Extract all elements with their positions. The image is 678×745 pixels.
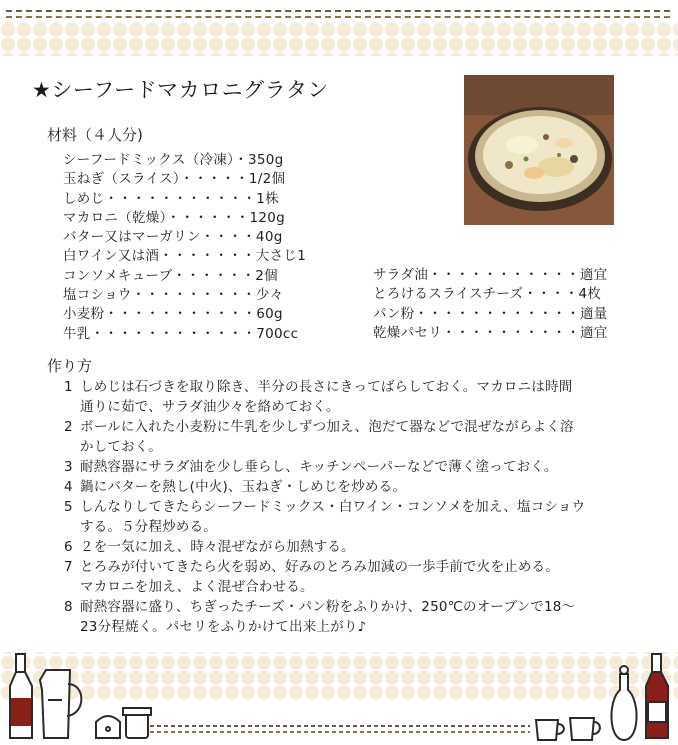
ingredients-list-left: [63, 148, 306, 341]
ingredient-item: コンソメキューブ・・・・・・2個: [63, 267, 278, 284]
step-text-line: 鍋にバターを熱し(中火)、玉ねぎ・しめじを炒める。: [80, 479, 407, 495]
stitch-line-1: [6, 10, 670, 12]
bottom-kitchen-illustration: [0, 640, 678, 745]
step-number: 1: [64, 379, 73, 395]
step-item: [64, 377, 639, 417]
sugar-jar-icon: [123, 708, 151, 738]
step-text-line: かしておく。: [80, 439, 162, 455]
step-item: [64, 557, 639, 597]
ingredient-item: とろけるスライスチーズ・・・・4枚: [373, 286, 602, 303]
salt-jar-icon: [96, 716, 120, 738]
ingredient-item: パン粉・・・・・・・・・・・・適量: [373, 305, 608, 322]
ingredients-heading: 材料（４人分): [47, 126, 143, 144]
step-item: [64, 497, 639, 537]
step-number: 2: [64, 419, 73, 435]
ingredient-item: サラダ油・・・・・・・・・・・適宜: [373, 267, 608, 283]
ingredient-item: マカロニ（乾燥）・・・・・・120g: [63, 209, 285, 226]
step-text-line: する。５分程炒める。: [80, 519, 217, 535]
step-number: 6: [64, 539, 73, 555]
step-number: 8: [64, 599, 73, 615]
step-text-line: しめじは石づきを取り除き、半分の長さにきってばらしておく。マカロニは時間: [80, 379, 573, 395]
stitch-line-2: [6, 16, 670, 18]
step-text-line: ボールに入れた小麦粉に牛乳を少しずつ加え、泡だて器などで混ぜながらよく溶: [80, 419, 574, 435]
step-text-line: とろみが付いてきたら火を弱め、好みのとろみ加減の一歩手前で火を止める。: [80, 559, 559, 575]
dot-pattern-band: [0, 22, 678, 56]
step-item: [64, 417, 639, 457]
ingredient-item: 牛乳・・・・・・・・・・・・700cc: [63, 325, 299, 342]
cup-icon: [570, 718, 600, 740]
method-steps: [64, 377, 639, 637]
step-item: [64, 537, 639, 557]
step-text-line: ２を一気に加え、時々混ぜながら加熱する。: [80, 539, 355, 555]
ingredient-item: しめじ・・・・・・・・・・・1株: [63, 190, 279, 207]
ingredient-item: 白ワイン又は酒・・・・・・・大さじ1: [63, 248, 307, 265]
step-text-line: 耐熱容器にサラダ油を少し垂らし、キッチンペーパーなどで薄く塗っておく。: [80, 459, 558, 475]
ingredient-item: 塩コショウ・・・・・・・・・少々: [63, 287, 284, 304]
ingredient-item: シーフードミックス（冷凍）・350g: [63, 152, 284, 168]
recipe-title: ★シーフードマカロニグラタン: [32, 78, 329, 102]
method-heading: 作り方: [47, 357, 93, 375]
step-text-line: 23分程焼く。パセリをふりかけて出来上がり♪: [80, 619, 367, 635]
ingredient-item: 小麦粉・・・・・・・・・・・60g: [63, 306, 283, 323]
top-decorative-border: [0, 0, 678, 62]
ingredients-list-right: [373, 263, 608, 340]
step-text-line: 通りに茹で、サラダ油少々を絡めておく。: [80, 399, 340, 415]
step-text-line: しんなりしてきたらシーフードミックス・白ワイン・コンソメを加え、塩コショウ: [80, 499, 586, 515]
ingredient-item: 乾燥パセリ・・・・・・・・・・適宜: [373, 324, 608, 341]
step-number: 7: [64, 559, 73, 575]
gratin-photo: [464, 75, 614, 225]
step-item: [64, 597, 639, 637]
step-text-line: 耐熱容器に盛り、ちぎったチーズ・パン粉をふりかけ、250℃のオーブンで18～: [80, 599, 576, 615]
ingredient-item: バター又はマーガリン・・・・40g: [63, 229, 283, 246]
step-item: [64, 477, 639, 497]
cup-icon: [536, 720, 564, 740]
ingredient-item: 玉ねぎ（スライス）・・・・・1/2個: [63, 171, 286, 188]
step-number: 5: [64, 499, 73, 515]
step-number: 4: [64, 479, 73, 495]
step-item: [64, 457, 639, 477]
step-number: 3: [64, 459, 73, 475]
step-text-line: マカロニを加え、よく混ぜ合わせる。: [80, 579, 314, 595]
bottom-dot-band: [0, 652, 678, 700]
